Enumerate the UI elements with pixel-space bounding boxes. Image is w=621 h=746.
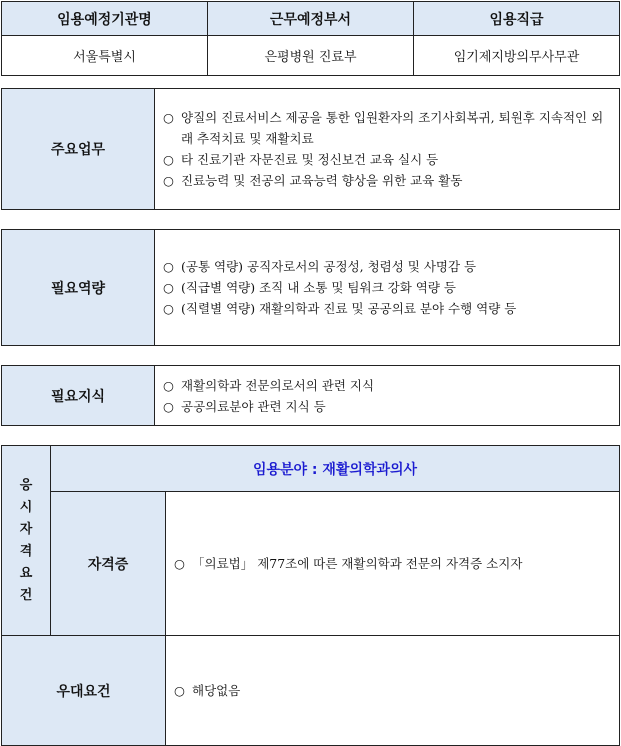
duties-list	[155, 89, 620, 210]
header-department: 근무예정부서	[208, 2, 414, 36]
list-item: ○ 공공의료분야 관련 지식 등	[163, 396, 613, 417]
bullet-icon: ○	[163, 173, 174, 188]
bullet-icon: ○	[163, 398, 174, 414]
list-item: ○ 해당없음	[174, 680, 613, 701]
list-item: ○ 진료능력 및 전공의 교육능력 향상을 위한 교육 활동	[163, 170, 613, 191]
preference-content	[166, 636, 620, 746]
header-agency: 임용예정기관명	[2, 2, 208, 36]
competency-table	[1, 229, 620, 346]
bullet-icon: ○	[174, 683, 185, 698]
value-department: 은평병원 진료부	[208, 36, 414, 76]
appointment-info-table	[1, 1, 620, 76]
list-item: ○ 「의료법」 제77조에 따른 재활의학과 전문의 자격증 소지자	[174, 553, 613, 574]
list-item: ○ 재활의학과 전문의로서의 관련 지식	[163, 375, 613, 396]
bullet-icon: ○	[174, 556, 185, 571]
preference-label: 우대요건	[2, 636, 166, 746]
bullet-icon: ○	[163, 259, 174, 274]
duties-label: 주요업무	[2, 89, 155, 210]
knowledge-label: 필요지식	[2, 366, 155, 426]
requirements-side-label: 응 시 자 격 요 건	[2, 446, 51, 636]
bullet-icon: ○	[163, 301, 174, 316]
requirements-table	[1, 445, 620, 746]
bullet-icon: ○	[163, 280, 174, 295]
list-item: ○ 양질의 진료서비스 제공을 통한 입원환자의 조기사회복귀, 퇴원후 지속적인 외래 추적치료 및 재활치료	[163, 107, 613, 149]
list-item: ○ (직급별 역량) 조직 내 소통 및 팀워크 강화 역량 등	[163, 277, 613, 298]
license-content	[166, 492, 620, 636]
value-agency: 서울특별시	[2, 36, 208, 76]
bullet-icon: ○	[163, 377, 174, 393]
duties-table	[1, 88, 620, 210]
license-label: 자격증	[51, 492, 166, 636]
bullet-icon: ○	[163, 152, 174, 167]
knowledge-table	[1, 365, 620, 426]
field-title: 임용분야 : 재활의학과의사	[51, 446, 620, 492]
header-rank: 임용직급	[414, 2, 620, 36]
competency-label: 필요역량	[2, 230, 155, 346]
value-rank: 임기제지방의무사무관	[414, 36, 620, 76]
list-item: ○ (공통 역량) 공직자로서의 공정성, 청렴성 및 사명감 등	[163, 256, 613, 277]
knowledge-list	[155, 366, 620, 426]
list-item: ○ 타 진료기관 자문진료 및 정신보건 교육 실시 등	[163, 149, 613, 170]
competency-list	[155, 230, 620, 346]
bullet-icon: ○	[163, 110, 174, 125]
list-item: ○ (직렬별 역량) 재활의학과 진료 및 공공의료 분야 수행 역량 등	[163, 298, 613, 319]
